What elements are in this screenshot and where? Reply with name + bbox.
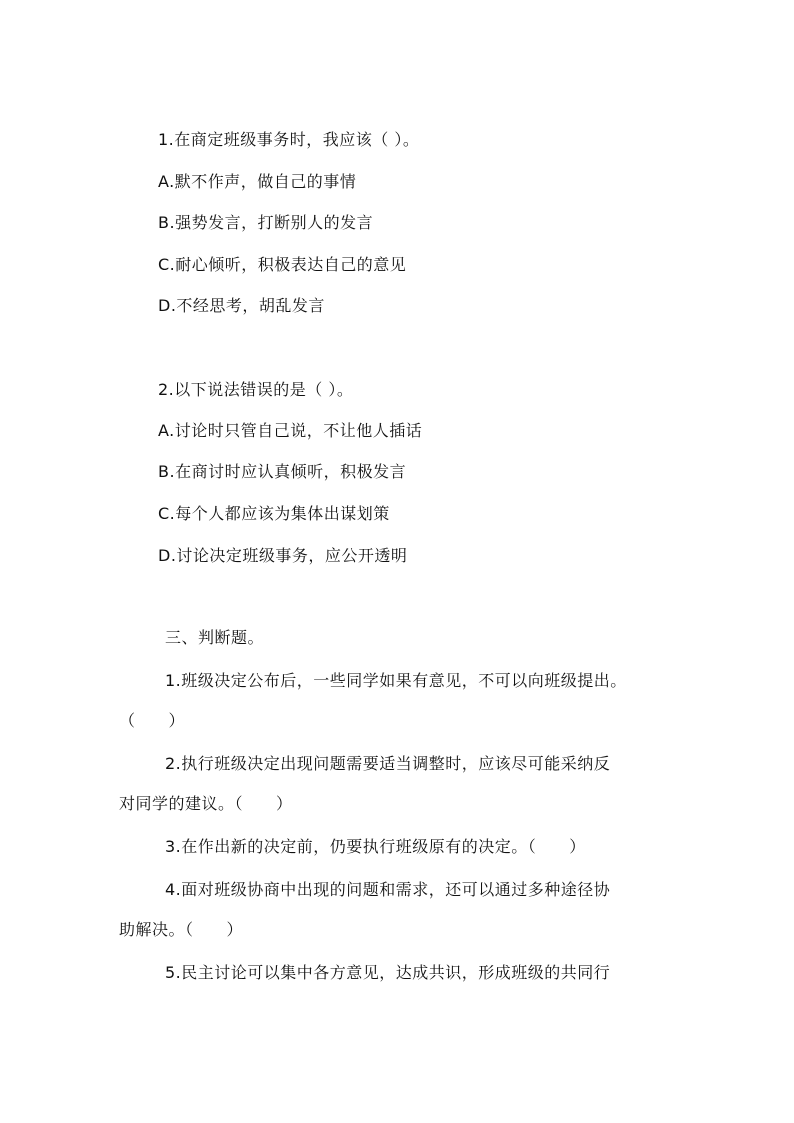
q1-option-c: C.耐心倾听，积极表达自己的意见 [158,255,407,274]
tf-item-5-line1: 5.民主讨论可以集中各方意见，达成共识，形成班级的共同行 [165,963,611,982]
q1-option-a: A.默不作声，做自己的事情 [158,172,357,191]
tf-item-2-line2: 对同学的建议。（ ） [119,794,293,813]
tf-item-4-line1: 4.面对班级协商中出现的问题和需求，还可以通过多种途径协 [165,880,611,899]
tf-item-2-line1: 2.执行班级决定出现问题需要适当调整时，应该尽可能采纳反 [165,754,611,773]
tf-item-1-line1: 1.班级决定公布后，一些同学如果有意见，不可以向班级提出。 [165,671,627,690]
q1-option-b: B.强势发言，打断别人的发言 [158,213,374,232]
q2-option-c: C.每个人都应该为集体出谋划策 [158,504,390,523]
q2-option-a: A.讨论时只管自己说，不让他人插话 [158,421,423,440]
section-title: 三、判断题。 [165,628,265,647]
tf-item-4-line2: 助解决。（ ） [119,920,244,939]
tf-item-1-line2: （ ） [119,711,186,730]
q2-stem: 2.以下说法错误的是（ ）。 [158,380,354,399]
q1-stem: 1.在商定班级事务时，我应该（ ）。 [158,130,420,149]
q2-option-d: D.讨论决定班级事务，应公开透明 [158,546,408,565]
q2-option-b: B.在商讨时应认真倾听，积极发言 [158,462,407,481]
tf-item-3-line1: 3.在作出新的决定前，仍要执行班级原有的决定。（ ） [165,837,586,856]
q1-option-d: D.不经思考，胡乱发言 [158,296,325,315]
